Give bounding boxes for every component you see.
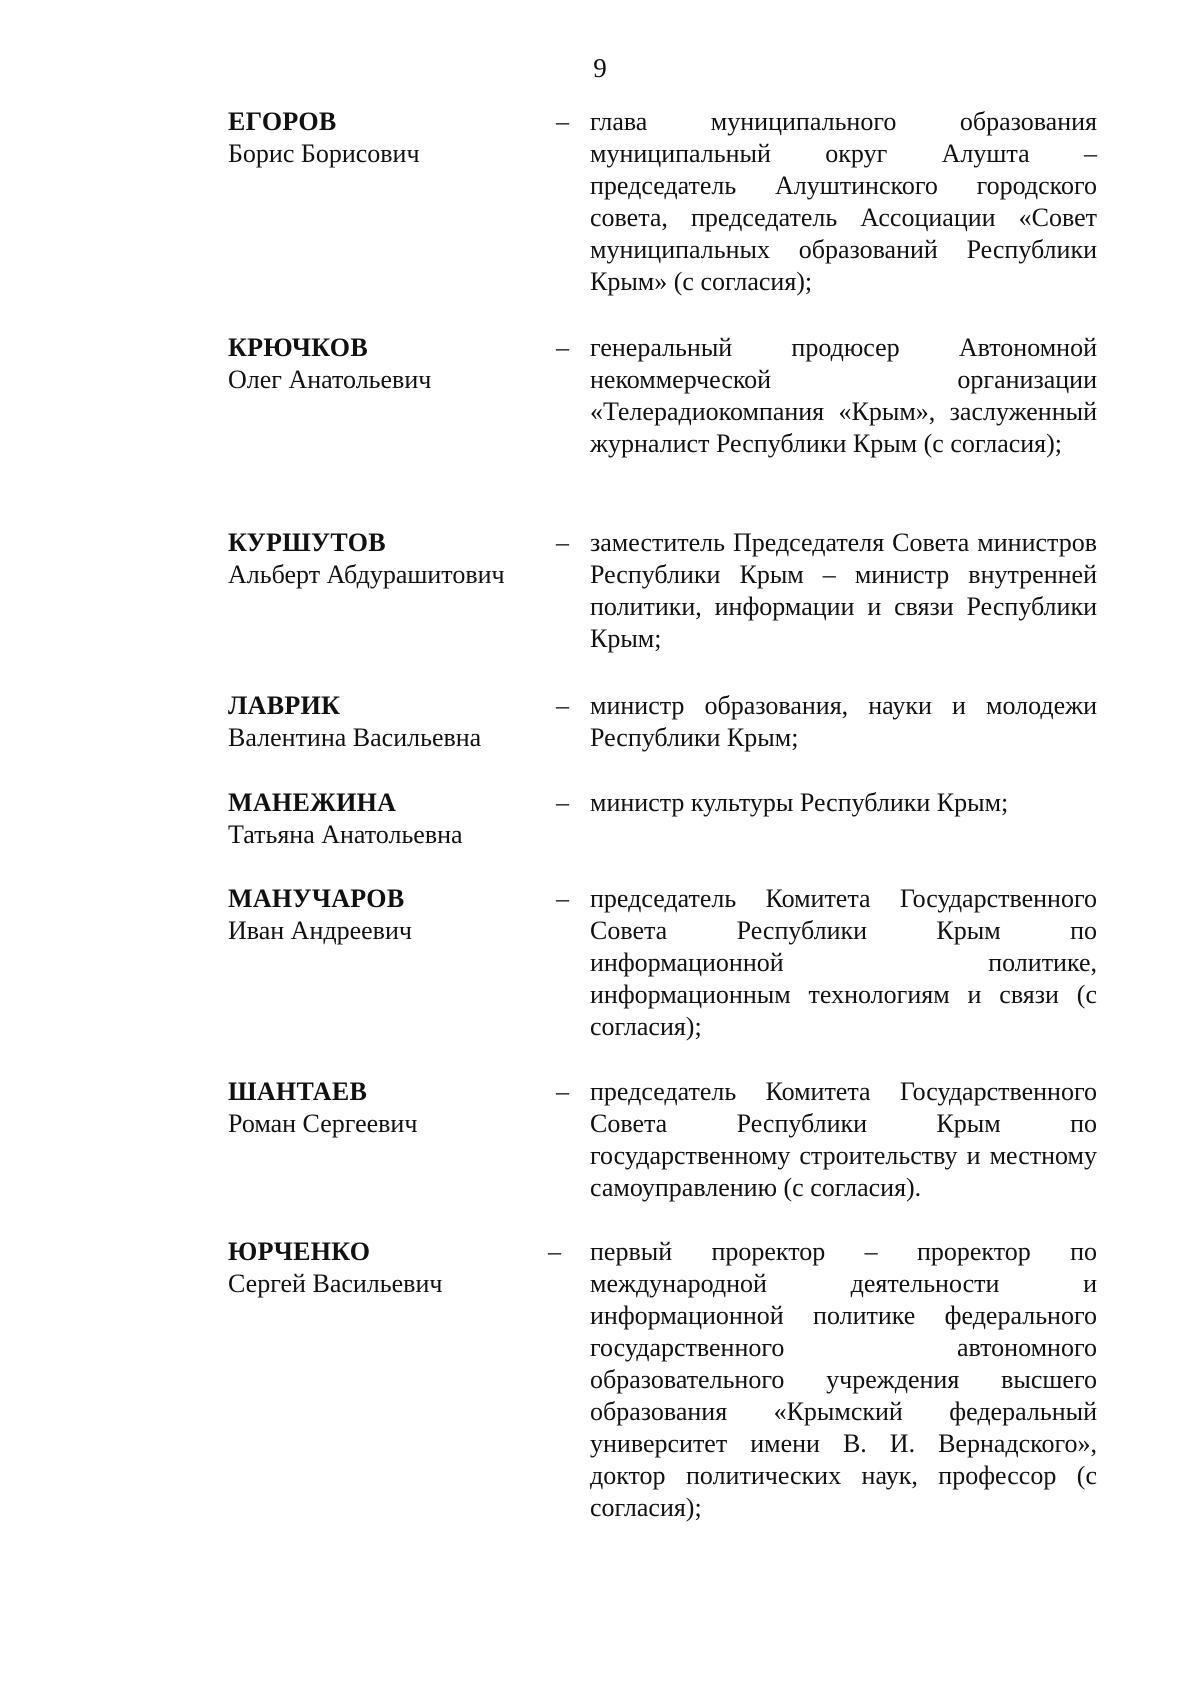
member-given-name: Олег Анатольевич xyxy=(228,365,432,394)
member-position: председатель Комитета Государственного Совета Республики Крым по государственному строительству и местному самоуправлению (с согласия). xyxy=(590,1077,1097,1202)
separator-dash: – xyxy=(556,884,569,913)
page-number: 9 xyxy=(593,53,607,83)
member-position: председатель Комитета Государственного Совета Республики Крым по информационной политике, информационным технологиям и связи (с согласия); xyxy=(590,884,1097,1041)
member-surname: КУРШУТОВ xyxy=(228,528,386,557)
member-position: глава муниципального образования муниципальный округ Алушта – председатель Алуштинского городского совета, председатель Ассоциации «Совет муниципальных образований Республики Крым» (с согласия); xyxy=(590,107,1097,296)
member-position: заместитель Председателя Совета министров Республики Крым – министр внутренней политики, информации и связи Республики Крым; xyxy=(590,528,1097,653)
member-given-name: Альберт Абдурашитович xyxy=(228,560,505,589)
member-name xyxy=(228,883,558,947)
member-name xyxy=(228,332,558,396)
member-surname: ШАНТАЕВ xyxy=(228,1077,368,1106)
member-given-name: Роман Сергеевич xyxy=(228,1109,418,1138)
member-given-name: Валентина Васильевна xyxy=(228,723,482,752)
separator-dash: – xyxy=(556,1077,569,1106)
member-position: генеральный продюсер Автономной некоммерческой организации «Телерадиокомпания «Крым», заслуженный журналист Республики Крым (с согласия); xyxy=(590,333,1097,458)
member-name xyxy=(228,1076,558,1140)
member-given-name: Сергей Васильевич xyxy=(228,1269,443,1298)
separator-dash: – xyxy=(548,1237,561,1266)
separator-dash: – xyxy=(556,333,569,362)
member-surname: ЮРЧЕНКО xyxy=(228,1237,371,1266)
member-position: первый проректор – проректор по международной деятельности и информационной политике федерального государственного автономного образовательного учреждения высшего образования «Крымский федеральный университет имени В. И. Вернадского», доктор политических наук, профессор (с согласия); xyxy=(590,1237,1097,1522)
separator-dash: – xyxy=(556,691,569,720)
separator-dash: – xyxy=(556,788,569,817)
member-surname: МАНЕЖИНА xyxy=(228,788,397,817)
member-surname: ЕГОРОВ xyxy=(228,107,337,136)
member-name xyxy=(228,690,558,754)
member-name xyxy=(228,1236,558,1300)
member-position: министр культуры Республики Крым; xyxy=(590,788,1009,817)
member-given-name: Татьяна Анатольевна xyxy=(228,820,463,849)
member-name xyxy=(228,106,558,170)
separator-dash: – xyxy=(556,528,569,557)
member-surname: КРЮЧКОВ xyxy=(228,333,368,362)
member-given-name: Борис Борисович xyxy=(228,139,420,168)
member-surname: ЛАВРИК xyxy=(228,691,341,720)
member-name xyxy=(228,527,558,591)
separator-dash: – xyxy=(556,107,569,136)
member-surname: МАНУЧАРОВ xyxy=(228,884,405,913)
member-given-name: Иван Андреевич xyxy=(228,916,412,945)
member-name xyxy=(228,787,558,851)
member-position: министр образования, науки и молодежи Республики Крым; xyxy=(590,691,1097,752)
